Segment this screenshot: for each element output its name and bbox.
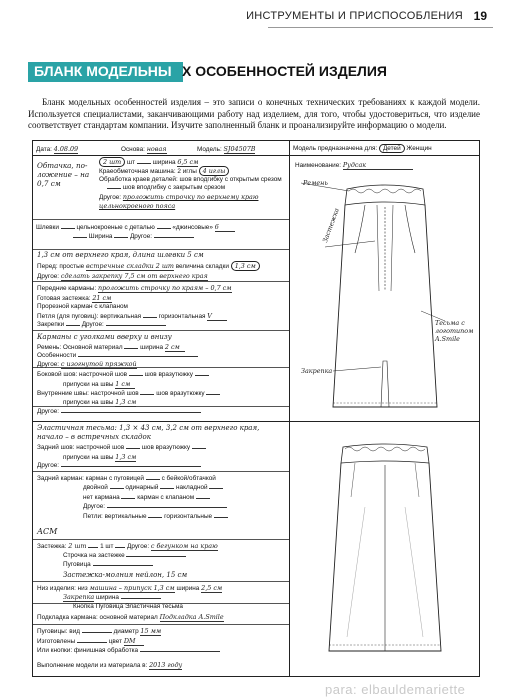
hem-tab-row: Закрепка ширина	[63, 593, 161, 602]
back-center-row: Задний шов: настрочной шов шов вразутюжку	[37, 444, 206, 451]
intended-women-option: Женщин	[406, 145, 432, 152]
back-pocket-flap-row: нет кармана карман с клапаном	[83, 494, 210, 501]
zip-topstitch-row: Строчка на застежке	[63, 552, 186, 559]
welt-row: Прорезной карман с клапаном	[37, 303, 128, 310]
sketch-zip-label: Застежка	[321, 207, 341, 244]
name-field: Наименование: Рудсак	[295, 161, 413, 170]
title-rest-text: Х ОСОБЕННОСТЕЙ ИЗДЕЛИЯ	[182, 63, 387, 79]
intro-paragraph: Бланк модельных особенностей изделия – это записи о конечных технических требованиях к каждой модели. Используется специалистами, заканчивающими работу над изделием, для того, чтобы удостовериться, что изделие соответствует стандартам компании. Изучите заполненный бланк и проанализируйте информацию о модели.	[28, 97, 480, 130]
belt-other-row: Другое: с изогнутой пряжкой	[37, 360, 137, 368]
page-number: 19	[473, 9, 487, 23]
loops-row: Шлевки цельнокроеные с деталью «джинсовые» 6	[36, 223, 235, 232]
features-row: Особенности	[37, 352, 198, 359]
side-seam-row: Боковой шов: настрочной шов шов вразутюжку	[37, 371, 209, 378]
zip-row: Застежка: 2 шт 1 шт Другое: с бегунком на краю	[37, 542, 218, 550]
intended-children-option: Детей	[379, 144, 405, 153]
edge-row: Обработка краев деталей: шов вподгибку с открытым срезом	[99, 176, 282, 183]
finish-row: Или кнопки: финишная обработка	[37, 647, 220, 654]
zip-note: Застежка-молния нейлон, 15 см	[63, 571, 188, 579]
zip-button-row: Пуговица	[63, 561, 153, 568]
back-allow-row: припуски на швы 1,3 см	[63, 453, 137, 461]
form-header-line	[33, 155, 479, 156]
closed-row: шов вподгибку с закрытым срезом	[107, 184, 225, 191]
left-note-obtachka: Обтачка, по-ложение – на 0,7 см	[37, 161, 90, 188]
sign-initials: АСМ	[37, 527, 58, 536]
back-pocket-row: Задний карман: карман с пуговицей с бейкой/обтачкой	[37, 475, 216, 482]
back-pocket-types-row: двойной одинарный накладной	[83, 484, 223, 491]
inner-allow-row: припуски на швы 1,3 см	[63, 398, 137, 406]
form-mid-line	[33, 421, 479, 422]
elastic-note: Эластичная тесьма: 1,3 × 43 см, 3,2 см от верхнего края, начало – в встречных складок	[37, 424, 260, 441]
tabs-row: Закрепки Другое:	[37, 321, 166, 328]
form-column-divider	[289, 141, 290, 676]
section-title: ИНСТРУМЕНТЫ И ПРИСПОСОБЛЕНИЯ	[246, 10, 463, 22]
basis-field: Основа: новая	[121, 145, 167, 153]
header-rule	[268, 27, 493, 28]
lining-row: Подкладка кармана: основной материал Подкладка А.Smile	[37, 613, 224, 621]
machine-row: Краеобметочная машина: 2 иглы 4 иглы	[99, 167, 229, 175]
maker-row: Изготовлены цвет DM	[37, 637, 144, 646]
back-loops-row: Петли: вертикальные горизонтальные	[83, 513, 228, 520]
date-field: Дата: 4.08.09	[36, 145, 79, 153]
exec-row: Выполнение модели из материала в: 2013 году	[37, 661, 183, 669]
pockets-note: Карманы с уголками вверху и внизу	[37, 333, 172, 341]
side-allow-row: припуски на швы 1 см	[63, 380, 135, 389]
inner-seam-row: Внутренние швы: настрочной шов шов вразутюжку	[37, 390, 220, 397]
front-other-row: Другое: сделать закрепку 7,5 см от верхнего края	[37, 272, 208, 280]
intended-field: Модель предназначена для: Детей Женщин	[293, 145, 432, 152]
waist-note: 1,3 см от верхнего края, длина шлевки 5 см	[37, 251, 204, 259]
back-other-row: Другое:	[37, 462, 201, 469]
skirt-back-sketch	[295, 437, 475, 667]
hem-row: Низ изделия: низ машина – припуск 1,3 см ширина 2,5 см	[37, 584, 223, 592]
sketch-pocket-label: Тесьма с логотипом A.Smile	[435, 319, 474, 343]
loop-button-row: Петля (для пуговиц): вертикальная горизонтальная V	[37, 312, 227, 321]
front-row: Перед: простые встречные складки 2 шт величина складки 1,3 см	[37, 262, 260, 271]
loops-width-row: Ширина Другое:	[73, 233, 194, 240]
back-pocket-other-row: Другое:	[83, 503, 227, 510]
front-pockets-row: Передние карманы: проложить строчку по краям – 0,7 см	[37, 284, 232, 292]
title-highlight-text: БЛАНК МОДЕЛЬНЫ	[34, 63, 172, 79]
page-header	[0, 0, 505, 34]
fastener-row: Готовая застежка: 21 см	[37, 294, 112, 302]
hem-items-row: Кнопка Пуговица Эластичная тесьма	[73, 603, 183, 610]
buttons-row: Пуговицы: вид диаметр 15 мм	[37, 627, 162, 635]
sketch-belt-label: Ремень	[303, 179, 328, 187]
seam-other-row: Другое:	[37, 408, 201, 415]
sketch-tab-label: Закрепка	[301, 367, 333, 375]
pcs-width-row: 2 шт шт ширина 6,5 см	[99, 158, 198, 167]
source-watermark: para: elbauldemariette	[325, 682, 466, 697]
spec-form	[32, 140, 480, 677]
model-field: Модель: SJ04507B	[197, 145, 256, 153]
skirt-front-sketch	[295, 171, 475, 417]
belt-row: Ремень: Основной материал ширина 2 см	[37, 343, 185, 352]
other-row: Другое: проложить строчку по верхнему краю цельнокроеного пояса	[99, 193, 259, 210]
